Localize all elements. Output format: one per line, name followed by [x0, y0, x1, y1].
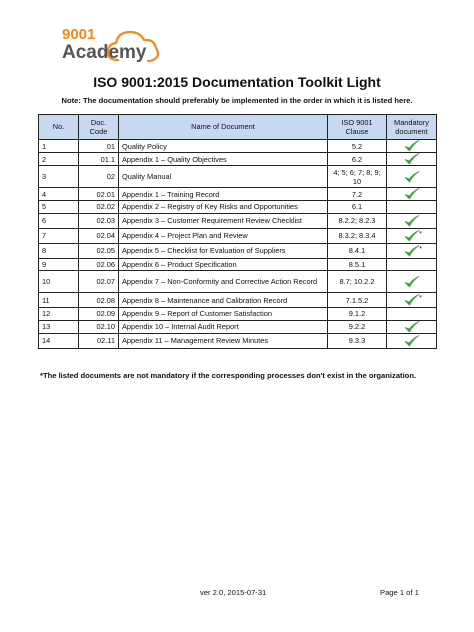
- check-icon: [404, 294, 420, 306]
- row-clause: 6.2: [328, 153, 387, 166]
- row-doc-code: 01: [79, 140, 119, 153]
- row-mandatory: [387, 140, 437, 153]
- table-row: [39, 308, 437, 321]
- row-no: 2: [39, 153, 79, 166]
- table-row: [39, 293, 437, 308]
- row-no: 10: [39, 271, 79, 293]
- row-mandatory: [387, 320, 437, 333]
- row-mandatory: [387, 271, 437, 293]
- footnote: *The listed documents are not mandatory if the corresponding processes don't exist in the organization.: [40, 371, 417, 380]
- row-doc-code: 02.10: [79, 320, 119, 333]
- row-name: Appendix 1 – Quality Objectives: [119, 153, 328, 166]
- row-doc-code: 02.06: [79, 258, 119, 271]
- row-doc-code: 01.1: [79, 153, 119, 166]
- table-row: [39, 258, 437, 271]
- row-no: 3: [39, 166, 79, 188]
- header-no: No.: [39, 115, 79, 140]
- row-clause: 8.5.1: [328, 258, 387, 271]
- row-name: Appendix 11 – Management Review Minutes: [119, 333, 328, 348]
- table-row: [39, 201, 437, 214]
- row-name: Appendix 4 – Project Plan and Review: [119, 228, 328, 243]
- row-mandatory: [387, 258, 437, 271]
- row-doc-code: 02.07: [79, 271, 119, 293]
- row-clause: 9.3.3: [328, 333, 387, 348]
- check-icon: [404, 245, 420, 257]
- asterisk-marker: *: [419, 295, 422, 302]
- row-mandatory: [387, 188, 437, 201]
- row-clause: 7.2: [328, 188, 387, 201]
- row-doc-code: 02: [79, 166, 119, 188]
- row-mandatory: [387, 228, 437, 243]
- check-icon: [404, 215, 420, 227]
- row-no: 9: [39, 258, 79, 271]
- table-row: [39, 188, 437, 201]
- row-doc-code: 02.09: [79, 308, 119, 321]
- row-doc-code: 02.05: [79, 243, 119, 258]
- row-name: Appendix 9 – Report of Customer Satisfaction: [119, 308, 328, 321]
- row-no: 8: [39, 243, 79, 258]
- row-doc-code: 02.11: [79, 333, 119, 348]
- row-clause: 6.1: [328, 201, 387, 214]
- row-no: 4: [39, 188, 79, 201]
- table-row: [39, 333, 437, 348]
- table-row: [39, 320, 437, 333]
- header-clause: ISO 9001 Clause: [328, 115, 387, 140]
- check-icon: [404, 230, 420, 242]
- table-row: [39, 271, 437, 293]
- table-row: [39, 166, 437, 188]
- row-name: Appendix 3 – Customer Requirement Review Checklist: [119, 213, 328, 228]
- check-icon: [404, 276, 420, 288]
- row-no: 6: [39, 213, 79, 228]
- row-mandatory: [387, 243, 437, 258]
- table-row: [39, 153, 437, 166]
- row-mandatory: [387, 333, 437, 348]
- row-clause: 8.3.2; 8.3.4: [328, 228, 387, 243]
- row-mandatory: [387, 213, 437, 228]
- row-mandatory: [387, 293, 437, 308]
- row-doc-code: 02.04: [79, 228, 119, 243]
- row-no: 7: [39, 228, 79, 243]
- header-doc-code: Doc. Code: [79, 115, 119, 140]
- row-name: Appendix 10 – Internal Audit Report: [119, 320, 328, 333]
- row-name: Quality Policy: [119, 140, 328, 153]
- footer-page-number: Page 1 of 1: [380, 588, 419, 597]
- row-mandatory: [387, 166, 437, 188]
- check-icon: [404, 188, 420, 200]
- row-clause: 8.4.1: [328, 243, 387, 258]
- row-clause: 8.7; 10.2.2: [328, 271, 387, 293]
- table-row: [39, 243, 437, 258]
- row-clause: 8.2.2; 8.2.3: [328, 213, 387, 228]
- row-name: Appendix 5 – Checklist for Evaluation of Suppliers: [119, 243, 328, 258]
- cloud-icon: [56, 20, 166, 70]
- header-mandatory: Mandatory document: [387, 115, 437, 140]
- logo-line1: 9001: [62, 26, 96, 43]
- asterisk-marker: *: [419, 245, 422, 253]
- row-doc-code: 02.08: [79, 293, 119, 308]
- row-doc-code: 02.02: [79, 201, 119, 214]
- row-clause: 9.1.2: [328, 308, 387, 321]
- table-row: [39, 213, 437, 228]
- check-icon: [404, 153, 420, 165]
- row-clause: 7.1.5.2: [328, 293, 387, 308]
- row-no: 13: [39, 320, 79, 333]
- documents-table: [38, 114, 437, 349]
- row-name: Appendix 2 – Registry of Key Risks and Opportunities: [119, 201, 328, 214]
- row-name: Appendix 7 – Non-Conformity and Corrective Action Record: [119, 271, 328, 293]
- table-header-row: [39, 115, 437, 140]
- check-icon: [404, 140, 420, 152]
- row-no: 5: [39, 201, 79, 214]
- table-row: [39, 140, 437, 153]
- implementation-note: Note: The documentation should preferably be implemented in the order in which it is listed here.: [61, 96, 413, 105]
- footer-version: ver 2.0, 2015-07-31: [200, 588, 267, 597]
- row-clause: 9.2.2: [328, 320, 387, 333]
- row-no: 1: [39, 140, 79, 153]
- row-clause: 5.2: [328, 140, 387, 153]
- row-mandatory: [387, 308, 437, 321]
- table-row: [39, 228, 437, 243]
- page-title: ISO 9001:2015 Documentation Toolkit Light: [93, 74, 381, 90]
- row-no: 11: [39, 293, 79, 308]
- row-doc-code: 02.03: [79, 213, 119, 228]
- asterisk-marker: *: [419, 230, 422, 238]
- check-icon: [404, 171, 420, 183]
- logo-line2: Academy: [62, 42, 147, 63]
- header-name: Name of Document: [119, 115, 328, 140]
- row-doc-code: 02.01: [79, 188, 119, 201]
- row-name: Appendix 6 – Product Specification: [119, 258, 328, 271]
- academy-logo: [56, 20, 166, 70]
- check-icon: [404, 321, 420, 333]
- row-name: Appendix 1 – Training Record: [119, 188, 328, 201]
- row-no: 14: [39, 333, 79, 348]
- row-name: Quality Manual: [119, 166, 328, 188]
- row-no: 12: [39, 308, 79, 321]
- row-mandatory: [387, 201, 437, 214]
- row-mandatory: [387, 153, 437, 166]
- row-clause: 4; 5; 6; 7; 8; 9; 10: [328, 166, 387, 188]
- row-name: Appendix 8 – Maintenance and Calibration Record: [119, 293, 328, 308]
- check-icon: [404, 335, 420, 347]
